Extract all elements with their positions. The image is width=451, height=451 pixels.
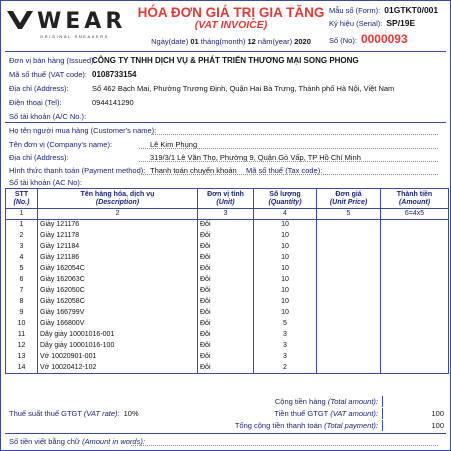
item-quantity: 10: [254, 253, 317, 264]
column-header: Đơn vị tính (Unit): [198, 189, 254, 209]
form-number: Mẫu số (Form): 01GTKT0/001: [329, 5, 439, 15]
seller-tax-code: Mã số thuế (VAT code): 0108733154: [9, 70, 137, 79]
buyer-company: Tên đơn vị (Company's name): Lê Kim Phụng: [9, 140, 198, 149]
item-unit-price: [317, 352, 381, 363]
column-index: 4: [254, 209, 317, 220]
item-unit: Đôi: [198, 253, 254, 264]
item-unit-price: [317, 220, 381, 231]
item-amount: [381, 363, 449, 374]
item-unit: Đôi: [198, 275, 254, 286]
row-number: 4: [6, 253, 38, 264]
line-items-table: [5, 188, 449, 374]
payment-method: Hình thức thanh toán (Payment method): Thanh toán chuyển khoản Mã số thuế (Tax code):: [9, 166, 323, 175]
divider: [5, 122, 446, 123]
item-unit-price: [317, 330, 381, 341]
item-quantity: 10: [254, 308, 317, 319]
dotted-line: [139, 148, 438, 149]
item-description: Vớ 10020901-001: [38, 352, 198, 363]
item-amount: [381, 319, 449, 330]
logo-wordmark: WEAR: [37, 9, 127, 34]
item-amount: [381, 264, 449, 275]
item-amount: [381, 330, 449, 341]
item-unit: Đôi: [198, 242, 254, 253]
serial-number: Ký hiệu (Serial): SP/19E: [329, 18, 416, 28]
item-unit-price: [317, 253, 381, 264]
buyer-address: Địa chỉ (Address): 319/3/1 Lê Văn Thọ, Phường 9, Quận Gò Vấp, TP Hồ Chí Minh: [9, 153, 361, 162]
item-unit: Đôi: [198, 264, 254, 275]
date-month-label: tháng(month): [200, 37, 246, 46]
row-number: 14: [6, 363, 38, 374]
row-number: 7: [6, 286, 38, 297]
table-row: [6, 231, 449, 242]
item-unit: Đôi: [198, 363, 254, 374]
item-unit: Đôi: [198, 231, 254, 242]
subtotal-row: Cộng tiền hàng (Total amount):: [5, 396, 448, 407]
table-row: [6, 264, 449, 275]
wear-logo-icon: [7, 9, 33, 31]
table-row: [6, 297, 449, 308]
item-quantity: 2: [254, 363, 317, 374]
item-amount: [381, 275, 449, 286]
table-index-row: [6, 209, 449, 220]
row-number: 13: [6, 352, 38, 363]
item-unit-price: [317, 286, 381, 297]
row-number: 5: [6, 264, 38, 275]
column-index: 3: [198, 209, 254, 220]
item-description: Giày 166800V: [38, 319, 198, 330]
item-description: Giày 121186: [38, 253, 198, 264]
item-description: Giày 166799V: [38, 308, 198, 319]
item-unit: Đôi: [198, 308, 254, 319]
table-row: [6, 286, 449, 297]
vat-amount: 100: [431, 409, 444, 418]
table-row: [6, 363, 449, 374]
row-number: 10: [6, 319, 38, 330]
date-day: 01: [190, 37, 199, 46]
column-index: 5: [317, 209, 381, 220]
item-description: Giày 162063C: [38, 275, 198, 286]
item-unit: Đôi: [198, 352, 254, 363]
column-index: 1: [6, 209, 38, 220]
column-header: Tên hàng hóa, dịch vụ (Description): [38, 189, 198, 209]
item-quantity: 3: [254, 341, 317, 352]
item-quantity: 10: [254, 231, 317, 242]
column-header: Số lượng (Quantity): [254, 189, 317, 209]
item-description: Giày 162050C: [38, 286, 198, 297]
item-quantity: 10: [254, 242, 317, 253]
date-month: 12: [247, 37, 256, 46]
item-quantity: 10: [254, 286, 317, 297]
table-row: [6, 308, 449, 319]
item-amount: [381, 242, 449, 253]
company-logo: [7, 7, 127, 41]
grand-total-row: Tổng cộng tiền thanh toán (Total payment): 100: [5, 420, 448, 431]
row-number: 9: [6, 308, 38, 319]
item-unit-price: [317, 363, 381, 374]
seller-account: Số tài khoản (A/C No.):: [9, 112, 87, 121]
item-unit-price: [317, 242, 381, 253]
item-amount: [381, 286, 449, 297]
item-unit: Đôi: [198, 286, 254, 297]
amount-in-words: Số tiền viết bằng chữ (Amount in words):: [9, 437, 145, 446]
item-description: Dây giày 10001016-100: [38, 341, 198, 352]
date-prefix: Ngày(date): [151, 37, 189, 46]
table-row: [6, 330, 449, 341]
item-amount: [381, 352, 449, 363]
table-row: [6, 341, 449, 352]
item-description: Vớ 10020412-102: [38, 363, 198, 374]
row-number: 11: [6, 330, 38, 341]
dotted-line: [139, 174, 438, 175]
dotted-line: [139, 161, 438, 162]
item-unit-price: [317, 297, 381, 308]
table-header: [6, 189, 449, 209]
table-row: [6, 242, 449, 253]
table-row: [6, 253, 449, 264]
row-number: 6: [6, 275, 38, 286]
item-amount: [381, 231, 449, 242]
item-amount: [381, 308, 449, 319]
item-unit-price: [317, 308, 381, 319]
item-quantity: 10: [254, 220, 317, 231]
item-unit: Đôi: [198, 330, 254, 341]
item-amount: [381, 220, 449, 231]
logo-subtitle: ORIGINAL SNEAKERS: [40, 34, 110, 39]
item-unit: Đôi: [198, 220, 254, 231]
seller-address: Địa chỉ (Address): Số 462 Bạch Mai, Phường Trương Định, Quận Hai Bà Trưng, Thành phố Hà Nội, Việt Nam: [9, 84, 395, 93]
grand-total: 100: [431, 421, 444, 430]
item-unit: Đôi: [198, 297, 254, 308]
item-unit-price: [317, 275, 381, 286]
item-quantity: 10: [254, 264, 317, 275]
divider: [5, 51, 446, 52]
invoice-date: [116, 37, 346, 46]
item-amount: [381, 253, 449, 264]
invoice-title: HÓA ĐƠN GIÁ TRỊ GIA TĂNG: [137, 5, 325, 20]
table-row: [6, 352, 449, 363]
buyer-name: Họ tên người mua hàng (Customer's name):: [9, 126, 157, 135]
invoice-number: Số (No): 0000093: [329, 32, 408, 46]
column-header: STT (No.): [6, 189, 38, 209]
table-row: [6, 319, 449, 330]
vat-rate: 10%: [123, 409, 139, 418]
item-description: Giày 162058C: [38, 297, 198, 308]
column-header: Thành tiền (Amount): [381, 189, 449, 209]
row-number: 8: [6, 297, 38, 308]
item-quantity: 10: [254, 275, 317, 286]
item-unit-price: [317, 341, 381, 352]
item-amount: [381, 297, 449, 308]
table-row: [6, 220, 449, 231]
item-unit-price: [317, 264, 381, 275]
table-row: [6, 275, 449, 286]
seller-phone: Điện thoại (Tel): 0944141290: [9, 98, 134, 107]
item-amount: [381, 341, 449, 352]
dotted-line: [151, 134, 438, 135]
divider: [5, 433, 446, 434]
item-description: Giày 121178: [38, 231, 198, 242]
item-unit-price: [317, 319, 381, 330]
dotted-line: [131, 445, 438, 446]
date-year: 2020: [294, 37, 311, 46]
item-unit: Đôi: [198, 319, 254, 330]
column-header: Đơn giá (Unit Price): [317, 189, 381, 209]
item-description: Dây giày 10001016-001: [38, 330, 198, 341]
column-index: 6=4x5: [381, 209, 449, 220]
item-quantity: 3: [254, 352, 317, 363]
row-number: 12: [6, 341, 38, 352]
item-description: Giày 121176: [38, 220, 198, 231]
seller-name: Đơn vị bán hàng (Issued): CÔNG TY TNHH DỊCH VỤ & PHÁT TRIỂN THƯƠNG MẠI SONG PHONG: [9, 56, 359, 65]
buyer-account: Số tài khoản (AC No):: [9, 178, 82, 187]
item-unit-price: [317, 231, 381, 242]
item-description: Giày 121184: [38, 242, 198, 253]
row-number: 1: [6, 220, 38, 231]
vat-row: Thuế suất thuế GTGT (VAT rate): 10% Tiền thuế GTGT (VAT amount): 100: [5, 408, 448, 419]
item-quantity: 3: [254, 330, 317, 341]
date-year-label: năm(year): [257, 37, 293, 46]
invoice-subtitle: (VAT INVOICE): [194, 19, 268, 31]
item-description: Giày 162054C: [38, 264, 198, 275]
row-number: 2: [6, 231, 38, 242]
column-index: 2: [38, 209, 198, 220]
row-number: 3: [6, 242, 38, 253]
item-unit: Đôi: [198, 341, 254, 352]
item-quantity: 5: [254, 319, 317, 330]
item-quantity: 10: [254, 297, 317, 308]
